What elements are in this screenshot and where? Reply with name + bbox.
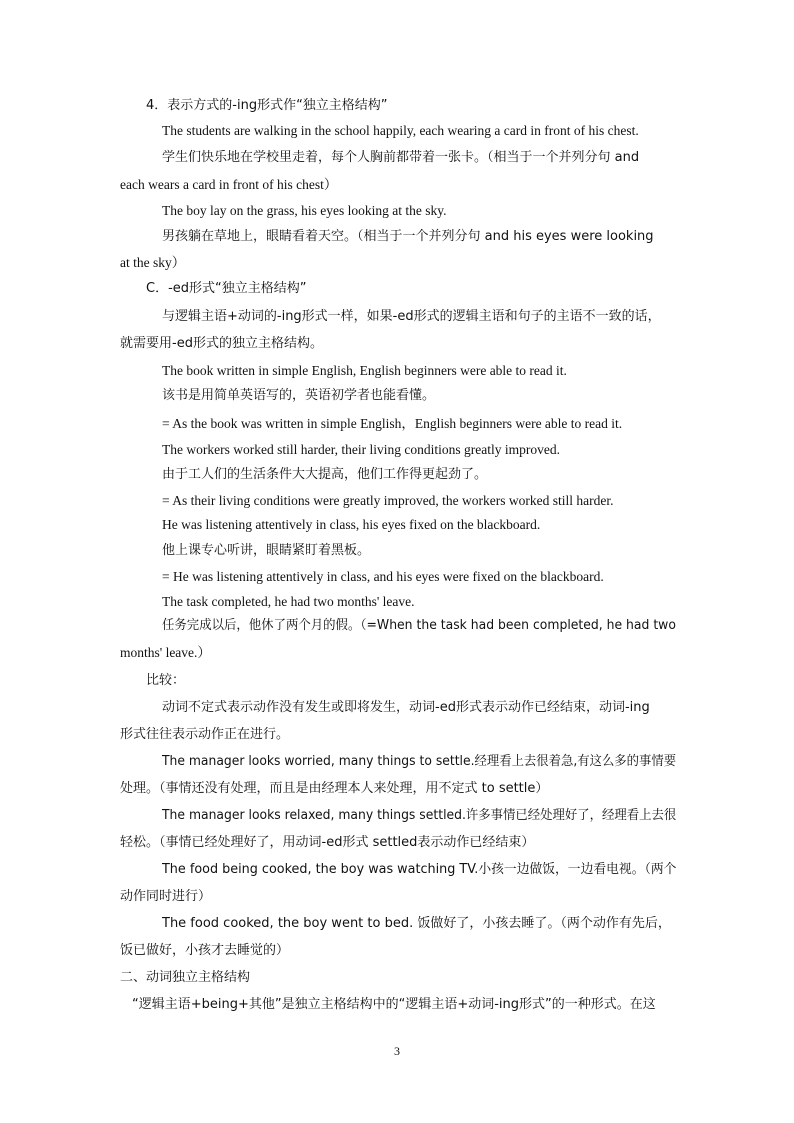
rewrite-sentence: = He was listening attentively in class, and his eyes were fixed on the blackboard. xyxy=(162,569,604,584)
body-paragraph: 动词不定式表示动作没有发生或即将发生，动词-ed形式表示动作已经结束，动词-ing xyxy=(162,700,650,715)
example-sentence: The boy lay on the grass, his eyes looking at the sky. xyxy=(162,203,447,218)
translation-line-cont: months' leave.） xyxy=(120,645,211,660)
page-number: 3 xyxy=(394,1044,400,1058)
example-sentence: The manager looks worried, many things to settle.经理看上去很着急,有这么多的事情要 xyxy=(162,754,677,769)
section-heading-c: C．-ed形式“独立主格结构” xyxy=(146,281,307,296)
translation-line-cont: at the sky） xyxy=(120,255,186,270)
example-sentence-cont: 轻松。（事情已经处理好了，用动词-ed形式 settled表示动作已经结束） xyxy=(120,835,535,850)
body-paragraph: 与逻辑主语+动词的-ing形式一样，如果-ed形式的逻辑主语和句子的主语不一致的话， xyxy=(162,309,661,324)
translation-line: 该书是用简单英语写的，英语初学者也能看懂。 xyxy=(162,388,436,403)
translation-line: 他上课专心听讲，眼睛紧盯着黑板。 xyxy=(162,543,371,558)
section-heading-4: 4．表示方式的-ing形式作“独立主格结构” xyxy=(146,98,388,113)
example-sentence-cont: 处理。（事情还没有处理，而且是由经理本人来处理，用不定式 to settle） xyxy=(120,781,549,796)
example-sentence-cont: 饭已做好，小孩才去睡觉的） xyxy=(120,943,290,958)
body-paragraph-cont: 形式往往表示动作正在进行。 xyxy=(120,727,290,742)
translation-line: 任务完成以后，他休了两个月的假。（=When the task had been completed, he had two xyxy=(162,618,676,633)
example-sentence: The workers worked still harder, their living conditions greatly improved. xyxy=(162,442,560,457)
section-heading-2: 二、动词独立主格结构 xyxy=(120,970,251,985)
body-paragraph-cont: 就需要用-ed形式的独立主格结构。 xyxy=(120,336,323,351)
example-sentence: He was listening attentively in class, his eyes fixed on the blackboard. xyxy=(162,517,541,532)
example-sentence: The task completed, he had two months' leave. xyxy=(162,594,415,609)
translation-line: 由于工人们的生活条件大大提高，他们工作得更起劲了。 xyxy=(162,467,488,482)
rewrite-sentence: = As their living conditions were greatly improved, the workers worked still harder. xyxy=(162,493,614,508)
example-sentence: The food cooked, the boy went to bed. 饭做好了，小孩去睡了。（两个动作有先后， xyxy=(162,916,671,931)
example-sentence-cont: 动作同时进行） xyxy=(120,889,212,904)
example-sentence: The book written in simple English, English beginners were able to read it. xyxy=(162,363,567,378)
example-sentence: The manager looks relaxed, many things settled.许多事情已经处理好了，经理看上去很 xyxy=(162,808,677,823)
body-paragraph: “逻辑主语+being+其他”是独立主格结构中的“逻辑主语+动词-ing形式”的一种形式。在这 xyxy=(132,997,656,1012)
comparison-label: 比较： xyxy=(146,673,186,688)
translation-line-cont: each wears a card in front of his chest） xyxy=(120,177,338,192)
translation-line: 学生们快乐地在学校里走着，每个人胸前都带着一张卡。（相当于一个并列分句 and xyxy=(162,150,640,165)
example-sentence: The students are walking in the school happily, each wearing a card in front of his chest. xyxy=(162,123,639,138)
example-sentence: The food being cooked, the boy was watching TV.小孩一边做饭，一边看电视。（两个 xyxy=(162,862,677,877)
rewrite-sentence: = As the book was written in simple English，English beginners were able to read it. xyxy=(162,416,623,431)
translation-line: 男孩躺在草地上，眼睛看着天空。（相当于一个并列分句 and his eyes were looking xyxy=(162,229,654,244)
